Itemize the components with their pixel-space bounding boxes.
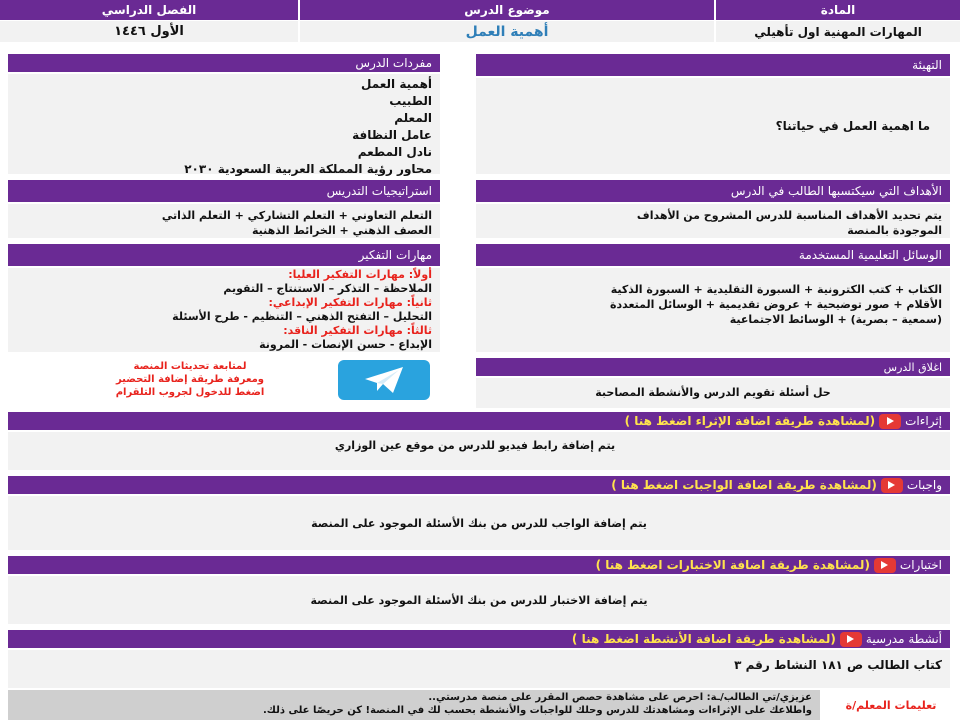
vocab-item: عامل النظافة xyxy=(352,128,432,142)
strategies-body xyxy=(8,204,440,238)
activities-body: كتاب الطالب ص ١٨١ النشاط رقم ٣ xyxy=(8,650,950,688)
goals-panel xyxy=(476,180,950,238)
subject-header xyxy=(716,0,960,20)
tests-link[interactable]: (لمشاهدة طريقة اضافة الاختبارات اضغط هنا ) xyxy=(595,558,870,572)
teacher-notes-line: واطلاعك على الإثراءات ومشاهدتك للدرس وحلك للواجبات والأنشطة بحسب لك في المنصة! كن حريصًا على ذلك. xyxy=(262,705,812,716)
topic-label: موضوع الدرس xyxy=(464,3,550,17)
vocab-item: المعلم xyxy=(394,111,432,125)
tests-section xyxy=(8,556,950,624)
tests-body: يتم إضافة الاختبار للدرس من بنك الأسئلة الموجود على المنصة xyxy=(8,576,950,624)
goals-title: الأهداف التي سيكتسبها الطالب في الدرس xyxy=(476,180,950,202)
media-line: الأقلام + صور توضيحية + عروض تقديمية + الوسائل المتعددة xyxy=(609,298,942,311)
activities-section xyxy=(8,630,950,688)
paper-plane-icon xyxy=(363,365,405,395)
telegram-line: لمتابعة تحديثات المنصة xyxy=(133,361,247,372)
media-title: الوسائل التعليمية المستخدمة xyxy=(476,244,950,266)
vocab-panel xyxy=(8,54,440,174)
thinking-heading: ثانياً: مهارات التفكير الإبداعي: xyxy=(268,296,432,309)
intro-question: ما اهمية العمل في حياتنا؟ xyxy=(775,118,930,133)
homework-title: واجبات xyxy=(906,478,942,492)
tests-header xyxy=(8,556,950,574)
enrichment-section xyxy=(8,412,950,470)
vocab-item: أهمية العمل xyxy=(361,77,432,91)
vocab-list xyxy=(8,74,440,174)
thinking-line: الإبداع - حسن الإنصات - المرونة xyxy=(259,338,432,351)
enrichment-title: إثراءات xyxy=(905,414,942,428)
thinking-panel xyxy=(8,244,440,352)
topic-value: أهمية العمل xyxy=(300,21,714,42)
thinking-body xyxy=(8,268,440,352)
closing-panel xyxy=(476,358,950,408)
media-line: الكتاب + كتب الكترونية + السبورة التقليدية + السبورة الذكية xyxy=(610,283,942,296)
closing-title: اغلاق الدرس xyxy=(476,358,950,376)
teacher-notes-line: عزيزي/تي الطالب/ـة: احرص على مشاهدة حصص المقرر على منصة مدرستي.. xyxy=(428,692,812,703)
thinking-title: مهارات التفكير xyxy=(8,244,440,266)
media-panel xyxy=(476,244,950,352)
vocab-item: الطبيب xyxy=(389,94,432,108)
subject-value: المهارات المهنية اول تأهيلي xyxy=(716,21,960,42)
homework-header xyxy=(8,476,950,494)
thinking-heading: أولاً: مهارات التفكير العليا: xyxy=(288,268,432,281)
telegram-icon[interactable] xyxy=(338,360,430,400)
telegram-line: ومعرفة طريقة إضافة التحضير xyxy=(115,374,265,385)
intro-panel xyxy=(476,54,950,174)
term-value: الأول ١٤٤٦ xyxy=(0,21,298,42)
strategies-line: العصف الذهني + الخرائط الذهنية xyxy=(252,224,432,237)
subject-label: المادة xyxy=(820,3,856,17)
strategies-line: التعلم التعاوني + التعلم التشاركي + التعلم الذاتي xyxy=(161,209,432,222)
strategies-title: استراتيجيات التدريس xyxy=(8,180,440,202)
activities-header xyxy=(8,630,950,648)
telegram-line: اضغط للدخول لجروب التلقرام xyxy=(115,387,265,398)
strategies-panel xyxy=(8,180,440,238)
homework-link[interactable]: (لمشاهدة طريقة اضافة الواجبات اضغط هنا ) xyxy=(611,478,877,492)
term-header xyxy=(0,0,298,20)
youtube-icon[interactable] xyxy=(879,414,901,429)
topic-header xyxy=(300,0,714,20)
homework-section xyxy=(8,476,950,550)
enrichment-header xyxy=(8,412,950,430)
closing-body: حل أسئلة تقويم الدرس والأنشطة المصاحبة xyxy=(476,378,950,408)
goals-body: يتم تحديد الأهداف المناسبة للدرس المشروح من الأهداف الموجودة بالمنصة xyxy=(476,204,950,238)
media-line: (سمعية – بصرية) + الوسائط الاجتماعية xyxy=(729,313,942,326)
thinking-line: الملاحظة – التذكر – الاستنتاج – التقويم xyxy=(223,282,432,295)
vocab-item: نادل المطعم xyxy=(357,145,432,159)
vocab-item: محاور رؤية المملكة العربية السعودية ٢٠٣٠ xyxy=(184,162,432,176)
youtube-icon[interactable] xyxy=(840,632,862,647)
enrichment-body: يتم إضافة رابط فيديو للدرس من موقع عين الوزاري xyxy=(8,432,950,470)
media-body xyxy=(476,268,950,352)
teacher-notes-body xyxy=(8,690,820,720)
tests-title: اختبارات xyxy=(899,558,942,572)
thinking-line: التحليل – التفتح الذهني – التنظيم - طرح الأسئلة xyxy=(172,310,432,323)
activities-title: أنشطة مدرسية xyxy=(865,632,942,646)
teacher-notes-label: تعليمات المعلم/ة xyxy=(845,698,937,712)
thinking-heading: ثالثاً: مهارات التفكير الناقد: xyxy=(283,324,432,337)
enrichment-link[interactable]: (لمشاهدة طريقة اضافة الإثراء اضغط هنا ) xyxy=(624,414,876,428)
homework-body: يتم إضافة الواجب للدرس من بنك الأسئلة الموجود على المنصة xyxy=(8,496,950,550)
telegram-notice[interactable] xyxy=(90,360,290,406)
youtube-icon[interactable] xyxy=(881,478,903,493)
term-label: الفصل الدراسي xyxy=(101,3,197,17)
youtube-icon[interactable] xyxy=(874,558,896,573)
vocab-title: مفردات الدرس xyxy=(8,54,440,72)
intro-title: التهيئة xyxy=(476,54,950,76)
activities-link[interactable]: (لمشاهدة طريقة اضافة الأنشطة اضغط هنا ) xyxy=(571,632,836,646)
